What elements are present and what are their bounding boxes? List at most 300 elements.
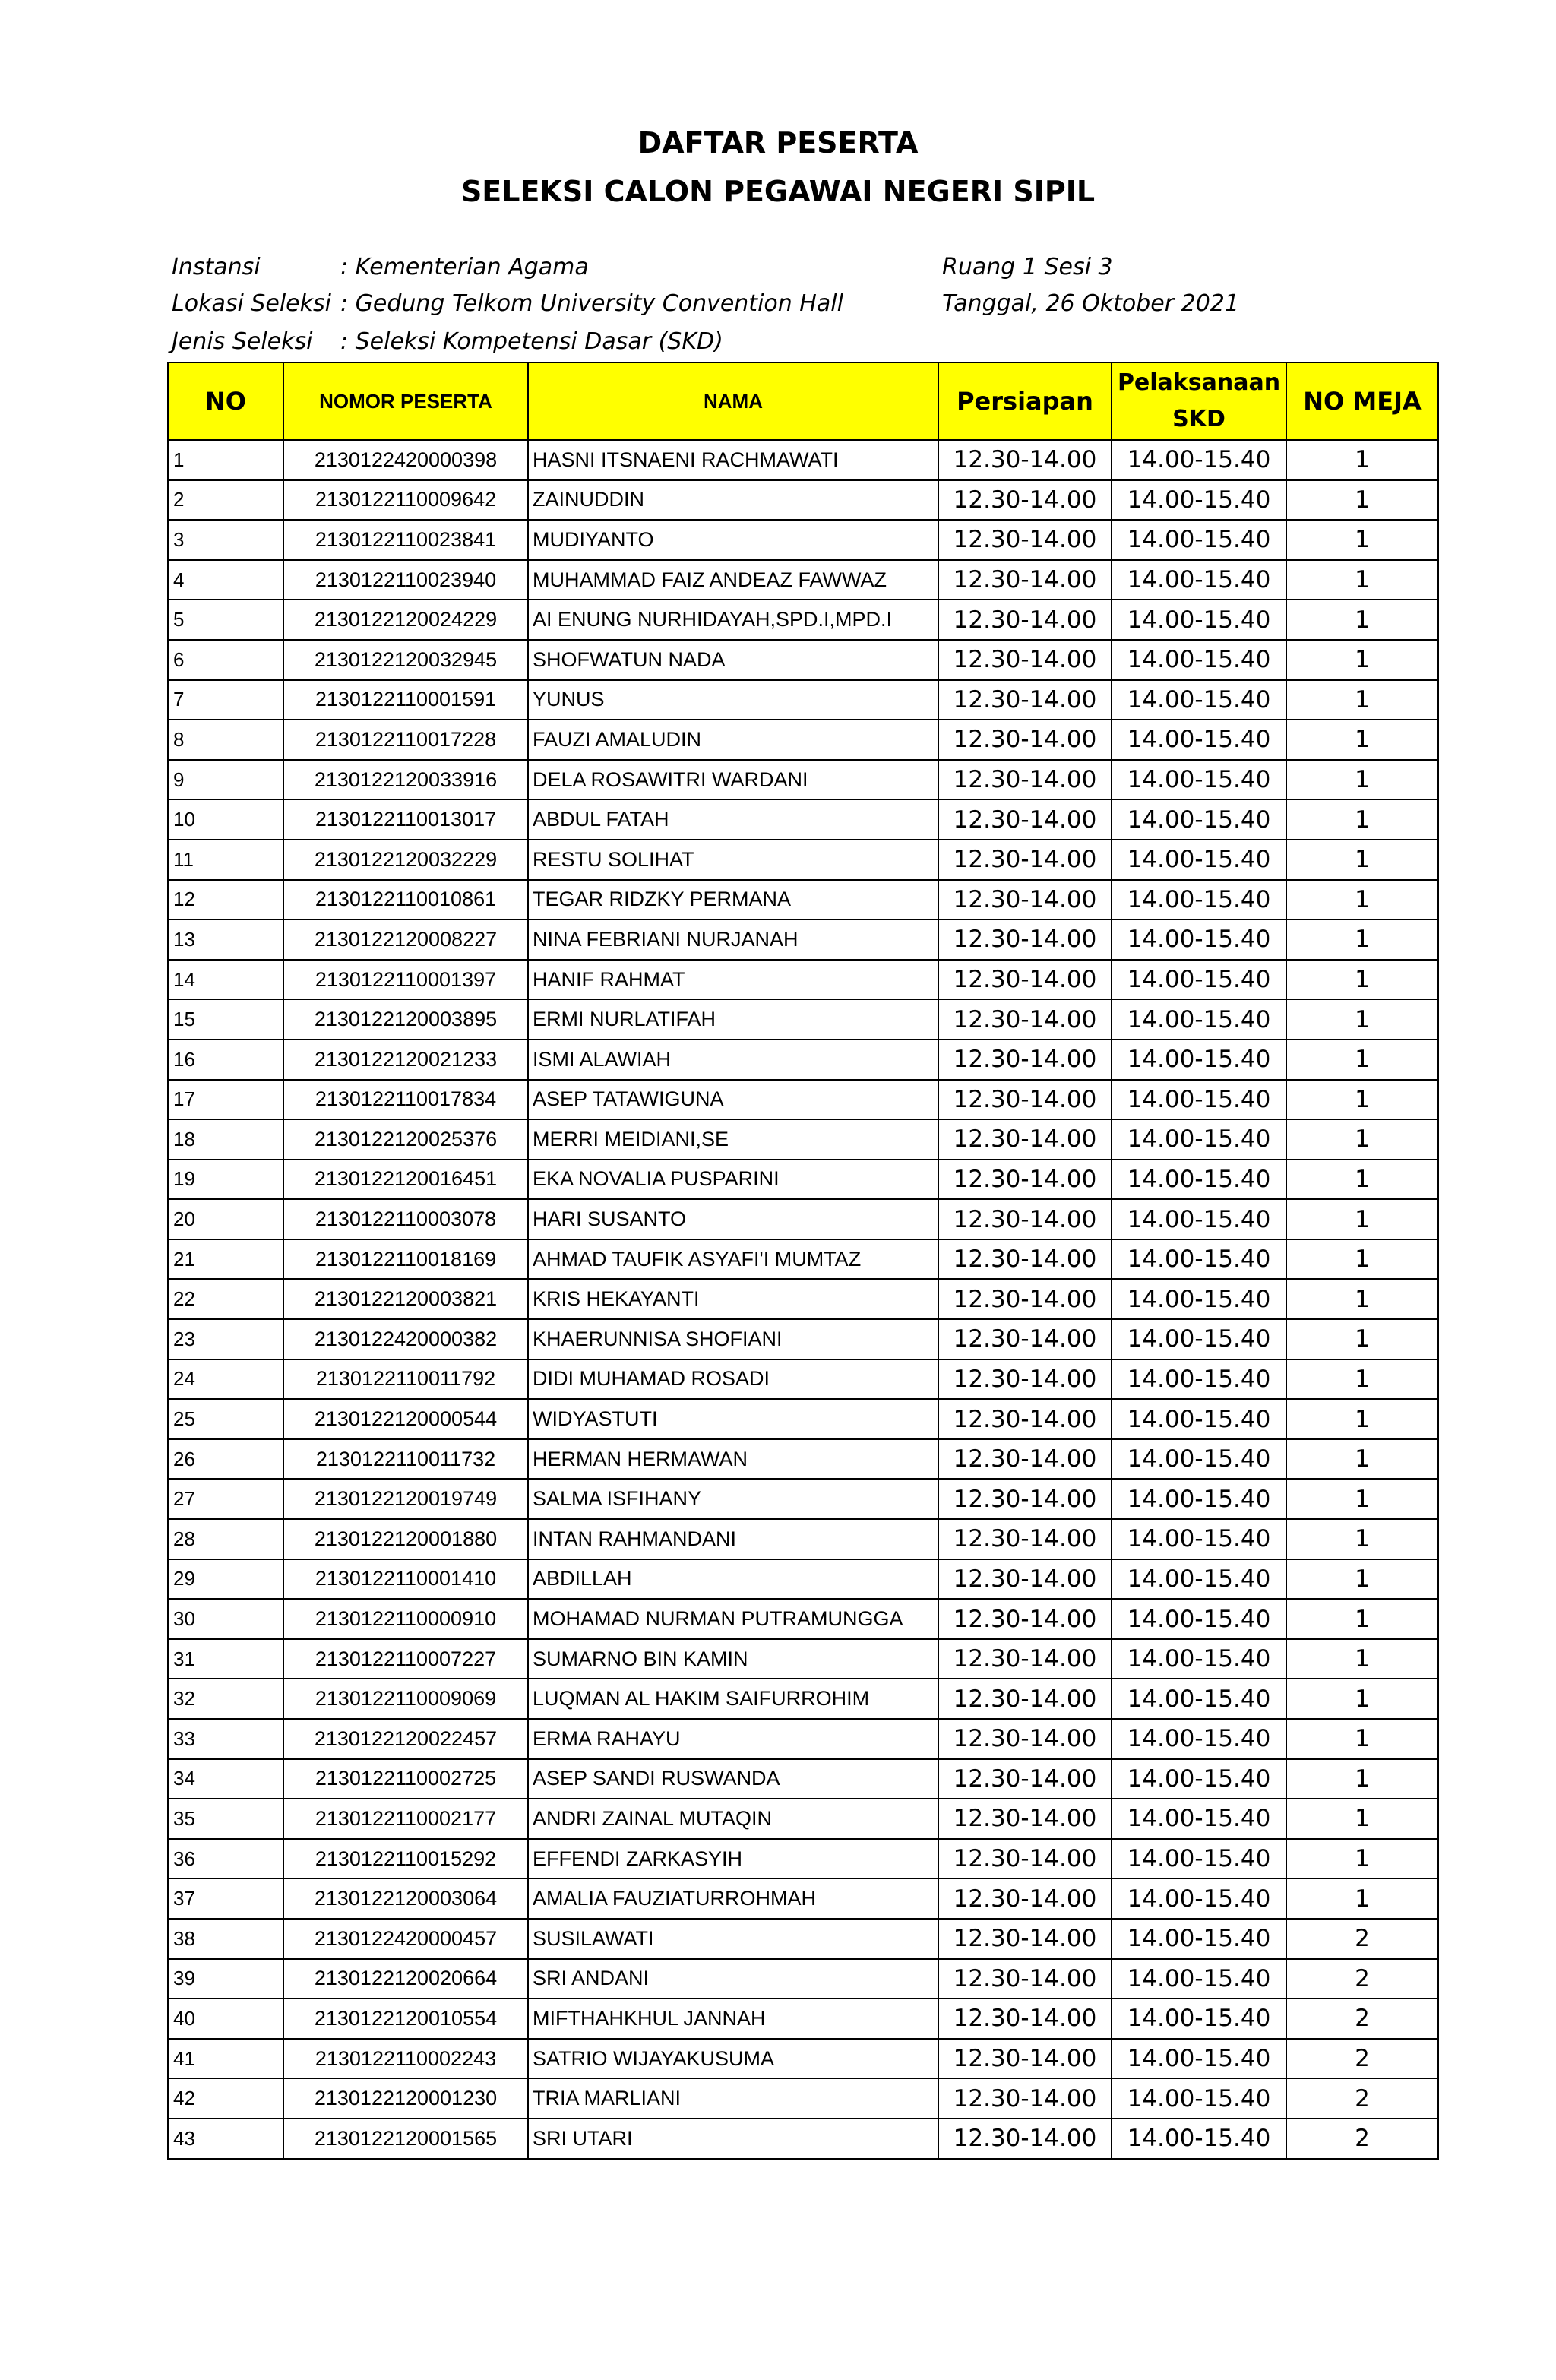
row-pelaksanaan: 14.00-15.40 [1112,1319,1286,1359]
instansi-row [172,254,589,280]
row-nama: MUHAMMAD FAIZ ANDEAZ FAWWAZ [528,560,938,600]
row-persiapan: 12.30-14.00 [938,1479,1112,1519]
row-nomor-peserta: 2130122120025376 [283,1119,528,1160]
row-no-meja: 1 [1286,1279,1438,1319]
row-no: 42 [168,2078,283,2119]
row-nomor-peserta: 2130122110018169 [283,1239,528,1280]
row-no: 30 [168,1599,283,1639]
row-persiapan: 12.30-14.00 [938,1559,1112,1600]
row-no-meja: 1 [1286,919,1438,960]
row-nama: DIDI MUHAMAD ROSADI [528,1359,938,1400]
table-row [168,1679,1438,1719]
row-nomor-peserta: 2130122110001591 [283,680,528,720]
row-nomor-peserta: 2130122120021233 [283,1040,528,1080]
row-persiapan: 12.30-14.00 [938,2078,1112,2119]
row-nomor-peserta: 2130122120001230 [283,2078,528,2119]
row-persiapan: 12.30-14.00 [938,1439,1112,1480]
row-pelaksanaan: 14.00-15.40 [1112,600,1286,640]
col-header-persiapan: Persiapan [938,362,1112,440]
row-no: 32 [168,1679,283,1719]
row-pelaksanaan: 14.00-15.40 [1112,440,1286,480]
row-persiapan: 12.30-14.00 [938,1519,1112,1559]
table-row [168,1040,1438,1080]
row-nomor-peserta: 2130122110002725 [283,1759,528,1799]
row-no: 8 [168,720,283,760]
row-no-meja: 1 [1286,880,1438,920]
col-header-pelaksanaan [1112,362,1286,440]
row-persiapan: 12.30-14.00 [938,1080,1112,1120]
row-no: 29 [168,1559,283,1600]
table-row [168,1719,1438,1759]
row-no-meja: 1 [1286,600,1438,640]
row-nama: AI ENUNG NURHIDAYAH,SPD.I,MPD.I [528,600,938,640]
row-no: 12 [168,880,283,920]
row-no-meja: 1 [1286,480,1438,521]
row-nomor-peserta: 2130122120008227 [283,919,528,960]
row-nama: TRIA MARLIANI [528,2078,938,2119]
jenis-label: Jenis Seleksi [172,328,313,355]
row-persiapan: 12.30-14.00 [938,1319,1112,1359]
row-no: 20 [168,1199,283,1239]
table-row [168,520,1438,560]
row-persiapan: 12.30-14.00 [938,840,1112,880]
row-nama: TEGAR RIDZKY PERMANA [528,880,938,920]
table-row [168,919,1438,960]
table-row [168,1279,1438,1319]
table-row [168,1919,1438,1959]
row-nomor-peserta: 2130122120032229 [283,840,528,880]
row-persiapan: 12.30-14.00 [938,1279,1112,1319]
row-persiapan: 12.30-14.00 [938,1719,1112,1759]
row-pelaksanaan: 14.00-15.40 [1112,1239,1286,1280]
row-persiapan: 12.30-14.00 [938,2119,1112,2159]
row-persiapan: 12.30-14.00 [938,480,1112,521]
row-nama: AHMAD TAUFIK ASYAFI'I MUMTAZ [528,1239,938,1280]
row-persiapan: 12.30-14.00 [938,1199,1112,1239]
row-no: 43 [168,2119,283,2159]
row-persiapan: 12.30-14.00 [938,880,1112,920]
row-no-meja: 1 [1286,680,1438,720]
row-pelaksanaan: 14.00-15.40 [1112,919,1286,960]
row-persiapan: 12.30-14.00 [938,600,1112,640]
lokasi-value: : Gedung Telkom University Convention Hall [340,290,843,317]
row-nomor-peserta: 2130122110013017 [283,799,528,840]
table-body [168,440,1438,2159]
row-pelaksanaan: 14.00-15.40 [1112,1719,1286,1759]
row-nama: WIDYASTUTI [528,1399,938,1439]
row-nomor-peserta: 2130122110001410 [283,1559,528,1600]
table-row [168,840,1438,880]
table-row [168,1759,1438,1799]
table-row [168,720,1438,760]
row-no: 28 [168,1519,283,1559]
row-nomor-peserta: 2130122110009069 [283,1679,528,1719]
table-row [168,640,1438,680]
row-nama: ZAINUDDIN [528,480,938,521]
row-persiapan: 12.30-14.00 [938,520,1112,560]
row-nomor-peserta: 2130122120032945 [283,640,528,680]
row-no: 17 [168,1080,283,1120]
row-nomor-peserta: 2130122120022457 [283,1719,528,1759]
row-persiapan: 12.30-14.00 [938,640,1112,680]
row-persiapan: 12.30-14.00 [938,1399,1112,1439]
row-no: 18 [168,1119,283,1160]
row-no: 1 [168,440,283,480]
row-pelaksanaan: 14.00-15.40 [1112,1279,1286,1319]
row-pelaksanaan: 14.00-15.40 [1112,680,1286,720]
row-nama: MUDIYANTO [528,520,938,560]
table-row [168,1878,1438,1919]
row-no: 13 [168,919,283,960]
table-row [168,1439,1438,1480]
jenis-value: : Seleksi Kompetensi Dasar (SKD) [340,328,723,355]
table-row [168,560,1438,600]
row-no-meja: 1 [1286,1439,1438,1480]
row-no-meja: 1 [1286,1080,1438,1120]
row-nama: HANIF RAHMAT [528,960,938,1000]
row-no: 14 [168,960,283,1000]
row-no-meja: 1 [1286,1040,1438,1080]
row-no: 27 [168,1479,283,1519]
row-no: 5 [168,600,283,640]
table-row [168,1959,1438,1999]
row-pelaksanaan: 14.00-15.40 [1112,1519,1286,1559]
row-no-meja: 1 [1286,560,1438,600]
col-header-pelaksanaan-line1: Pelaksanaan [1117,369,1281,396]
row-no-meja: 1 [1286,1359,1438,1400]
row-no: 2 [168,480,283,521]
row-nama: KHAERUNNISA SHOFIANI [528,1319,938,1359]
row-pelaksanaan: 14.00-15.40 [1112,1479,1286,1519]
table-row [168,600,1438,640]
row-no: 25 [168,1399,283,1439]
row-no: 11 [168,840,283,880]
row-pelaksanaan: 14.00-15.40 [1112,840,1286,880]
row-nama: AMALIA FAUZIATURROHMAH [528,1878,938,1919]
row-no-meja: 1 [1286,1479,1438,1519]
row-no-meja: 1 [1286,640,1438,680]
row-nama: MIFTHAHKHUL JANNAH [528,1999,938,2039]
row-pelaksanaan: 14.00-15.40 [1112,1439,1286,1480]
row-nama: RESTU SOLIHAT [528,840,938,880]
row-persiapan: 12.30-14.00 [938,1878,1112,1919]
row-no: 38 [168,1919,283,1959]
row-nama: LUQMAN AL HAKIM SAIFURROHIM [528,1679,938,1719]
table-row [168,1119,1438,1160]
row-nomor-peserta: 2130122110002243 [283,2039,528,2079]
table-row [168,440,1438,480]
instansi-value: : Kementerian Agama [340,254,589,280]
row-no-meja: 2 [1286,1959,1438,1999]
table-row [168,1080,1438,1120]
row-nomor-peserta: 2130122420000382 [283,1319,528,1359]
row-pelaksanaan: 14.00-15.40 [1112,2078,1286,2119]
row-nomor-peserta: 2130122110023940 [283,560,528,600]
row-no: 21 [168,1239,283,1280]
row-persiapan: 12.30-14.00 [938,919,1112,960]
row-no: 4 [168,560,283,600]
row-nama: MERRI MEIDIANI,SE [528,1119,938,1160]
row-no: 19 [168,1160,283,1200]
col-header-nomor-peserta: NOMOR PESERTA [283,362,528,440]
row-no-meja: 1 [1286,1639,1438,1679]
row-no-meja: 1 [1286,1759,1438,1799]
row-no-meja: 1 [1286,720,1438,760]
row-nama: KRIS HEKAYANTI [528,1279,938,1319]
row-no: 33 [168,1719,283,1759]
row-nama: MOHAMAD NURMAN PUTRAMUNGGA [528,1599,938,1639]
row-persiapan: 12.30-14.00 [938,2039,1112,2079]
row-pelaksanaan: 14.00-15.40 [1112,1160,1286,1200]
table-row [168,1199,1438,1239]
row-no: 26 [168,1439,283,1480]
row-no: 3 [168,520,283,560]
table-row [168,2078,1438,2119]
table-row [168,1359,1438,1400]
row-pelaksanaan: 14.00-15.40 [1112,1599,1286,1639]
row-nomor-peserta: 2130122120033916 [283,760,528,800]
row-no-meja: 1 [1286,1519,1438,1559]
row-persiapan: 12.30-14.00 [938,999,1112,1040]
row-persiapan: 12.30-14.00 [938,1599,1112,1639]
lokasi-label: Lokasi Seleksi [172,290,331,317]
col-header-no: NO [168,362,283,440]
row-nama: FAUZI AMALUDIN [528,720,938,760]
row-no-meja: 1 [1286,1799,1438,1839]
row-persiapan: 12.30-14.00 [938,960,1112,1000]
row-no-meja: 1 [1286,1599,1438,1639]
row-pelaksanaan: 14.00-15.40 [1112,640,1286,680]
row-persiapan: 12.30-14.00 [938,1359,1112,1400]
row-pelaksanaan: 14.00-15.40 [1112,480,1286,521]
row-pelaksanaan: 14.00-15.40 [1112,1999,1286,2039]
row-nama: ABDUL FATAH [528,799,938,840]
row-nama: SALMA ISFIHANY [528,1479,938,1519]
row-nomor-peserta: 2130122120001565 [283,2119,528,2159]
row-no: 10 [168,799,283,840]
row-nomor-peserta: 2130122420000457 [283,1919,528,1959]
row-nomor-peserta: 2130122120003064 [283,1878,528,1919]
row-pelaksanaan: 14.00-15.40 [1112,1399,1286,1439]
row-pelaksanaan: 14.00-15.40 [1112,520,1286,560]
row-no-meja: 1 [1286,1679,1438,1719]
row-nomor-peserta: 2130122120003821 [283,1279,528,1319]
row-no: 22 [168,1279,283,1319]
row-pelaksanaan: 14.00-15.40 [1112,960,1286,1000]
row-nama: ASEP SANDI RUSWANDA [528,1759,938,1799]
row-no: 40 [168,1999,283,2039]
table-row [168,1839,1438,1879]
row-no-meja: 1 [1286,520,1438,560]
col-header-pelaksanaan-line2: SKD [1172,406,1226,432]
row-no: 16 [168,1040,283,1080]
table-row [168,1999,1438,2039]
row-pelaksanaan: 14.00-15.40 [1112,1199,1286,1239]
row-no-meja: 1 [1286,1239,1438,1280]
row-pelaksanaan: 14.00-15.40 [1112,880,1286,920]
row-nomor-peserta: 2130122110010861 [283,880,528,920]
row-no: 9 [168,760,283,800]
row-no-meja: 1 [1286,1839,1438,1879]
row-pelaksanaan: 14.00-15.40 [1112,2119,1286,2159]
row-nama: YUNUS [528,680,938,720]
row-no-meja: 1 [1286,960,1438,1000]
table-row [168,2039,1438,2079]
row-pelaksanaan: 14.00-15.40 [1112,1959,1286,1999]
row-nama: ERMI NURLATIFAH [528,999,938,1040]
row-no-meja: 1 [1286,440,1438,480]
row-no-meja: 1 [1286,1119,1438,1160]
row-no: 31 [168,1639,283,1679]
row-nama: DELA ROSAWITRI WARDANI [528,760,938,800]
row-persiapan: 12.30-14.00 [938,680,1112,720]
instansi-label: Instansi [172,254,261,280]
row-persiapan: 12.30-14.00 [938,1639,1112,1679]
table-row [168,480,1438,521]
row-nomor-peserta: 2130122120000544 [283,1399,528,1439]
row-no: 7 [168,680,283,720]
row-nama: EFFENDI ZARKASYIH [528,1839,938,1879]
row-nomor-peserta: 2130122120024229 [283,600,528,640]
row-persiapan: 12.30-14.00 [938,1759,1112,1799]
row-nomor-peserta: 2130122110009642 [283,480,528,521]
row-nama: SRI ANDANI [528,1959,938,1999]
row-persiapan: 12.30-14.00 [938,560,1112,600]
row-pelaksanaan: 14.00-15.40 [1112,1759,1286,1799]
row-nomor-peserta: 2130122110001397 [283,960,528,1000]
row-no-meja: 2 [1286,1919,1438,1959]
table-row [168,1559,1438,1600]
tanggal: Tanggal, 26 Oktober 2021 [942,290,1239,317]
table-row [168,960,1438,1000]
row-persiapan: 12.30-14.00 [938,440,1112,480]
row-nama: INTAN RAHMANDANI [528,1519,938,1559]
row-no: 15 [168,999,283,1040]
row-persiapan: 12.30-14.00 [938,1999,1112,2039]
row-no: 24 [168,1359,283,1400]
row-nomor-peserta: 2130122110015292 [283,1839,528,1879]
table-row [168,1799,1438,1839]
document-title: DAFTAR PESERTA [637,126,919,160]
row-persiapan: 12.30-14.00 [938,760,1112,800]
row-no-meja: 1 [1286,799,1438,840]
row-pelaksanaan: 14.00-15.40 [1112,1040,1286,1080]
row-no-meja: 1 [1286,999,1438,1040]
table-row [168,760,1438,800]
ruang-sesi: Ruang 1 Sesi 3 [942,254,1113,280]
table-row [168,1160,1438,1200]
row-nama: SUMARNO BIN KAMIN [528,1639,938,1679]
row-no-meja: 2 [1286,2119,1438,2159]
row-nama: ANDRI ZAINAL MUTAQIN [528,1799,938,1839]
row-nomor-peserta: 2130122120016451 [283,1160,528,1200]
table-row [168,1639,1438,1679]
row-persiapan: 12.30-14.00 [938,1239,1112,1280]
row-nama: SRI UTARI [528,2119,938,2159]
row-persiapan: 12.30-14.00 [938,1040,1112,1080]
table-row [168,680,1438,720]
row-nomor-peserta: 2130122110007227 [283,1639,528,1679]
row-no-meja: 1 [1286,1199,1438,1239]
col-header-nama: NAMA [528,362,938,440]
table-row [168,799,1438,840]
row-pelaksanaan: 14.00-15.40 [1112,1119,1286,1160]
row-nama: HARI SUSANTO [528,1199,938,1239]
row-no: 39 [168,1959,283,1999]
row-pelaksanaan: 14.00-15.40 [1112,1080,1286,1120]
row-no: 41 [168,2039,283,2079]
row-no-meja: 2 [1286,2078,1438,2119]
row-no-meja: 1 [1286,1559,1438,1600]
row-no-meja: 1 [1286,1719,1438,1759]
table-header-row [168,362,1438,440]
table-row [168,1479,1438,1519]
row-pelaksanaan: 14.00-15.40 [1112,1878,1286,1919]
row-nomor-peserta: 2130122110000910 [283,1599,528,1639]
row-pelaksanaan: 14.00-15.40 [1112,799,1286,840]
table-row [168,880,1438,920]
row-nomor-peserta: 2130122110017834 [283,1080,528,1120]
row-nama: NINA FEBRIANI NURJANAH [528,919,938,960]
row-pelaksanaan: 14.00-15.40 [1112,1799,1286,1839]
row-no-meja: 1 [1286,1160,1438,1200]
row-nama: ISMI ALAWIAH [528,1040,938,1080]
row-nomor-peserta: 2130122110017228 [283,720,528,760]
row-no: 37 [168,1878,283,1919]
row-nama: ASEP TATAWIGUNA [528,1080,938,1120]
row-no: 23 [168,1319,283,1359]
row-pelaksanaan: 14.00-15.40 [1112,1919,1286,1959]
row-no-meja: 1 [1286,1319,1438,1359]
row-no: 36 [168,1839,283,1879]
row-nama: ERMA RAHAYU [528,1719,938,1759]
row-persiapan: 12.30-14.00 [938,1959,1112,1999]
row-pelaksanaan: 14.00-15.40 [1112,720,1286,760]
row-nama: SATRIO WIJAYAKUSUMA [528,2039,938,2079]
row-no-meja: 1 [1286,1399,1438,1439]
row-nomor-peserta: 2130122110002177 [283,1799,528,1839]
row-nomor-peserta: 2130122120010554 [283,1999,528,2039]
participant-table [167,362,1439,2160]
row-persiapan: 12.30-14.00 [938,1160,1112,1200]
row-no-meja: 1 [1286,1878,1438,1919]
row-nama: SHOFWATUN NADA [528,640,938,680]
row-nomor-peserta: 2130122110023841 [283,520,528,560]
jenis-row [172,328,723,355]
table-row [168,1519,1438,1559]
row-pelaksanaan: 14.00-15.40 [1112,2039,1286,2079]
row-nama: SUSILAWATI [528,1919,938,1959]
row-nama: EKA NOVALIA PUSPARINI [528,1160,938,1200]
row-pelaksanaan: 14.00-15.40 [1112,1679,1286,1719]
row-persiapan: 12.30-14.00 [938,1839,1112,1879]
row-nomor-peserta: 2130122110003078 [283,1199,528,1239]
row-no-meja: 2 [1286,1999,1438,2039]
row-persiapan: 12.30-14.00 [938,1119,1112,1160]
table-row [168,1399,1438,1439]
row-persiapan: 12.30-14.00 [938,1799,1112,1839]
row-no: 35 [168,1799,283,1839]
row-persiapan: 12.30-14.00 [938,1679,1112,1719]
row-nama: HERMAN HERMAWAN [528,1439,938,1480]
row-pelaksanaan: 14.00-15.40 [1112,760,1286,800]
row-nama: HASNI ITSNAENI RACHMAWATI [528,440,938,480]
row-pelaksanaan: 14.00-15.40 [1112,560,1286,600]
row-persiapan: 12.30-14.00 [938,799,1112,840]
row-nomor-peserta: 2130122110011792 [283,1359,528,1400]
table-row [168,1239,1438,1280]
row-nomor-peserta: 2130122120019749 [283,1479,528,1519]
